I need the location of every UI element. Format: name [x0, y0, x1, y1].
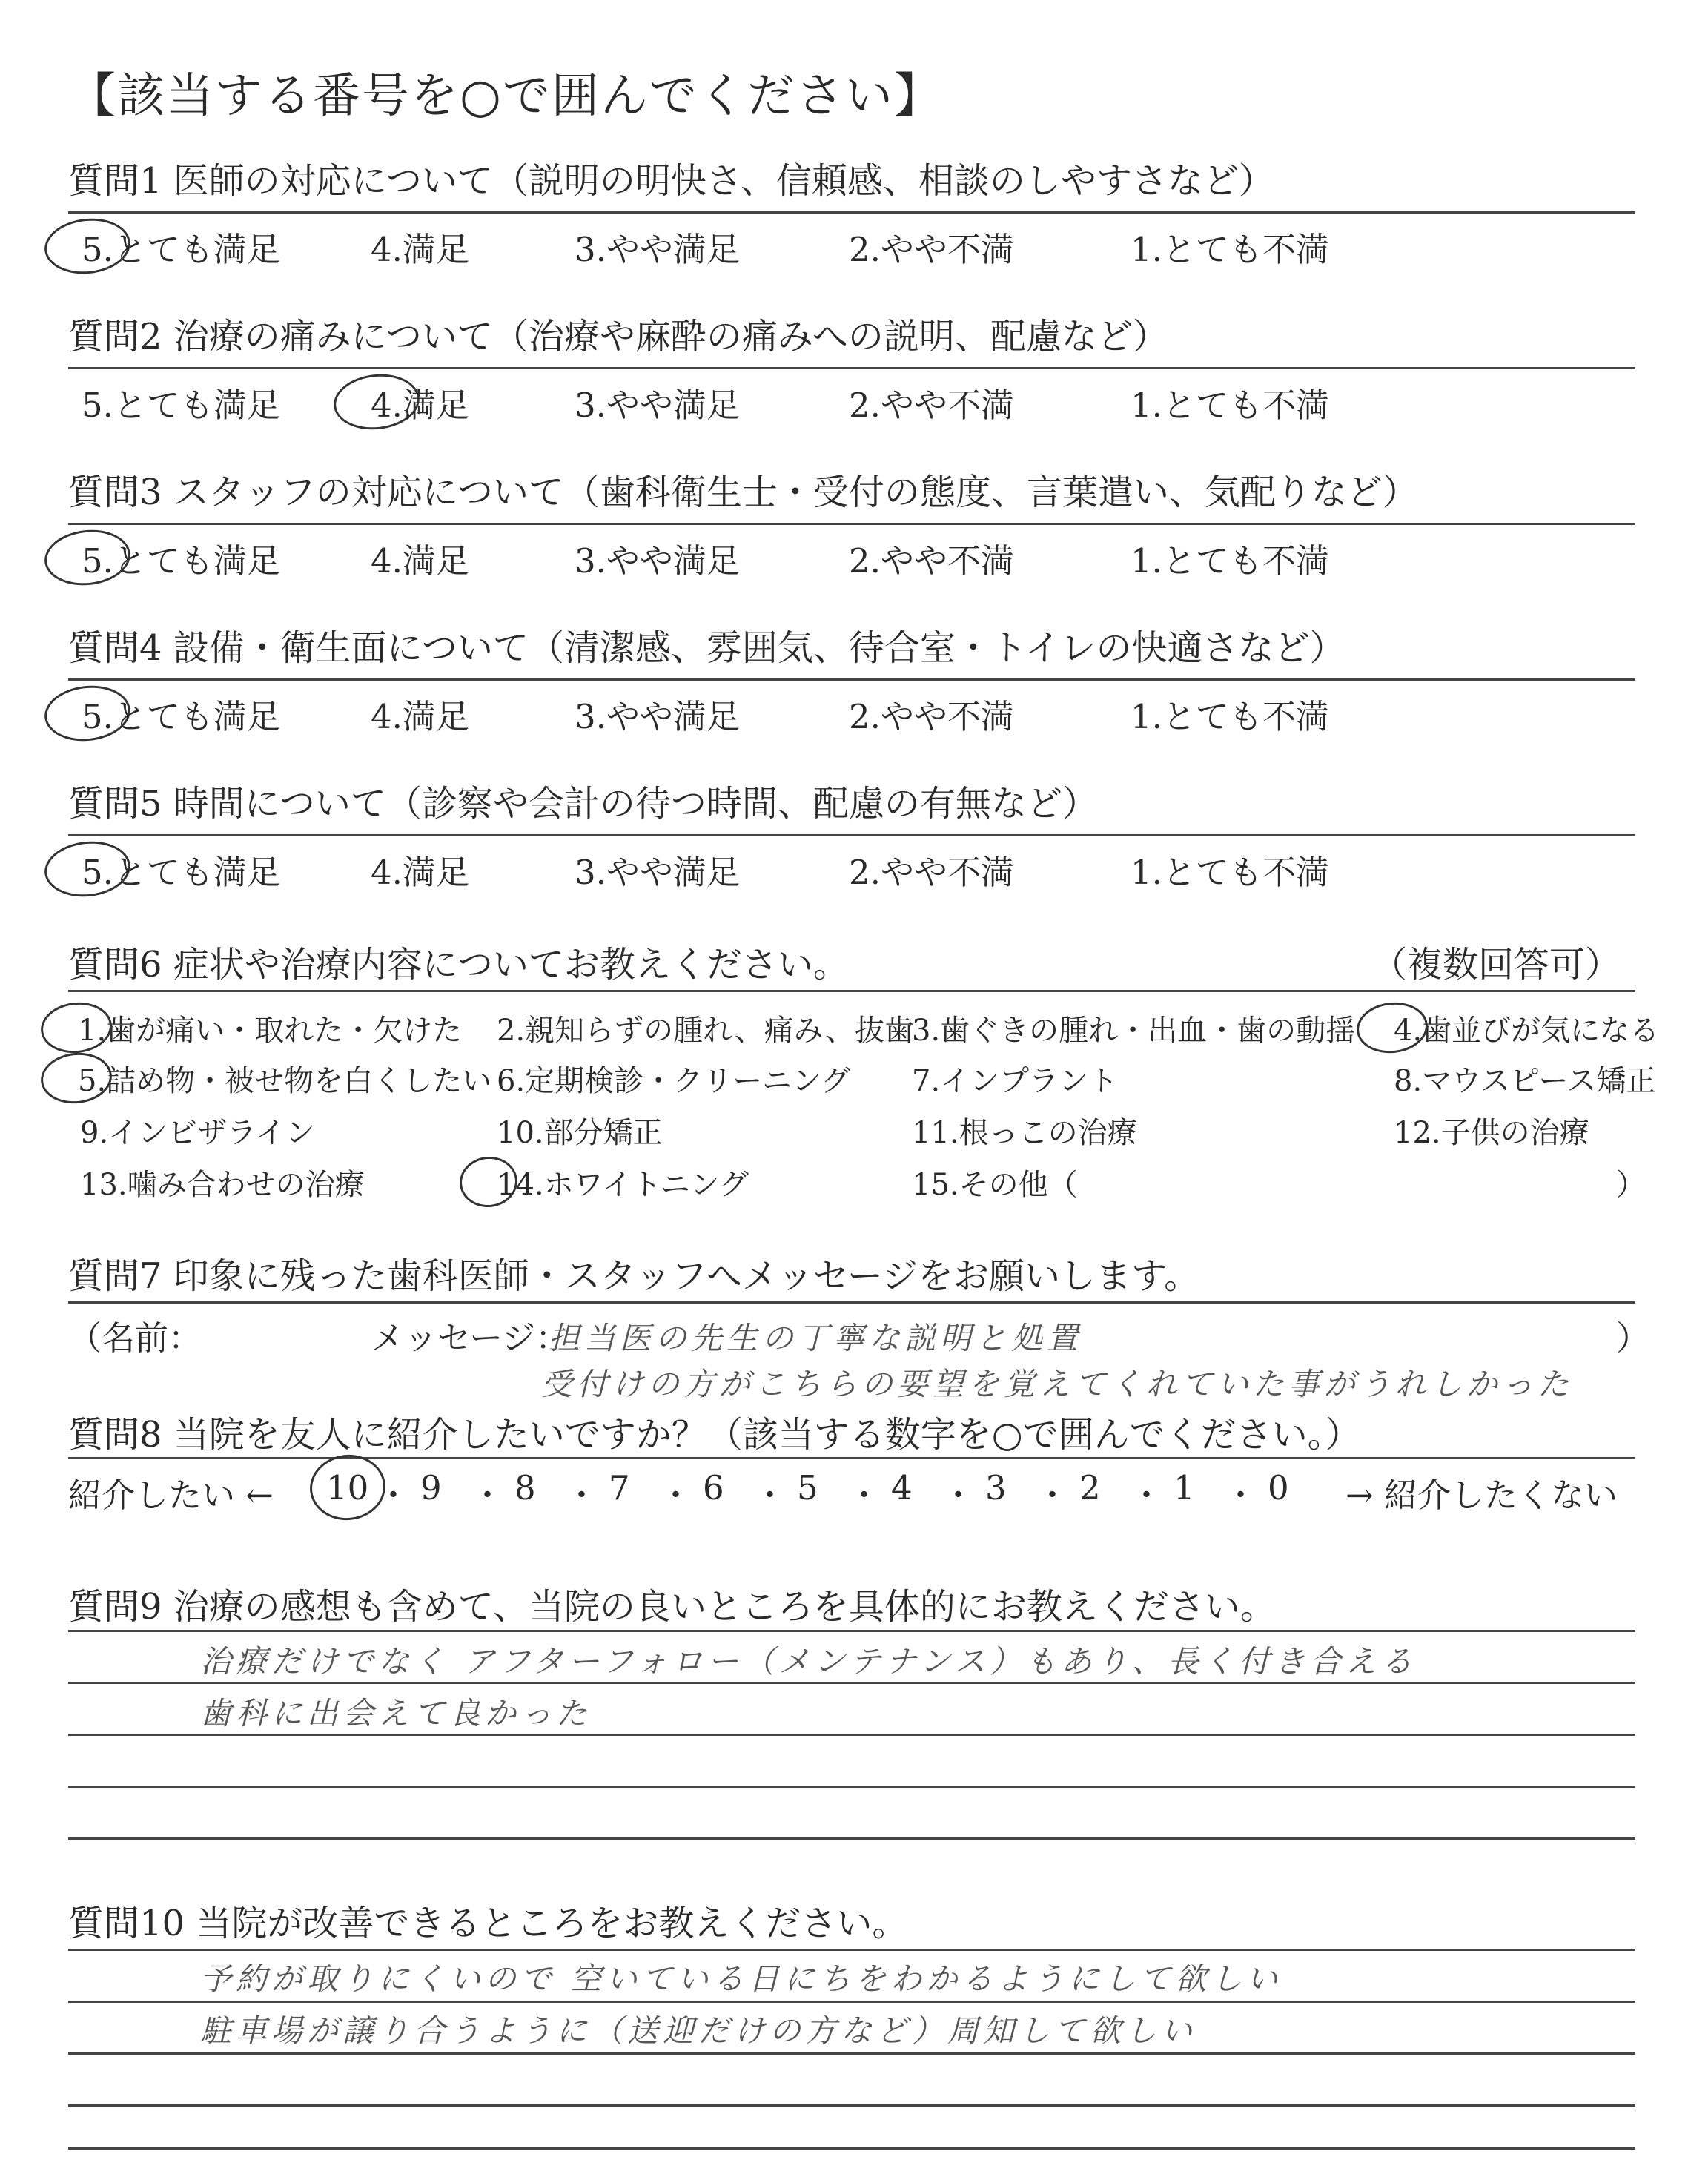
q1-option-3[interactable]: 3.やや満足	[575, 230, 740, 269]
q8-scale-8[interactable]: 8	[514, 1468, 536, 1507]
q10-title: 質問10 当院が改善できるところをお教えください。	[68, 1903, 908, 1944]
q10-rule-5	[68, 2147, 1635, 2150]
q7-close-paren: ）	[1616, 1318, 1650, 1358]
q4-title: 質問4 設備・衛生面について（清潔感、雰囲気、待合室・トイレの快適さなど）	[68, 627, 1345, 669]
q6-option-14[interactable]: 14.ホワイトニング	[497, 1168, 749, 1202]
q10-answer-line-2: 駐車場が譲り合うように（送迎だけの方など）周知して欲しい	[200, 2012, 1197, 2049]
q8-title: 質問8 当院を友人に紹介したいですか？（該当する数字を○で囲んでください。）	[68, 1414, 1361, 1456]
q6-option-4[interactable]: 4.歯並びが気になる	[1394, 1014, 1660, 1048]
q8-scale-5[interactable]: 5	[797, 1468, 818, 1507]
q9-rule-1	[68, 1630, 1635, 1632]
q6-option-6[interactable]: 6.定期検診・クリーニング	[497, 1064, 851, 1098]
q8-scale-separator: ・	[471, 1476, 505, 1515]
q6-option-16: ）	[1616, 1168, 1646, 1202]
q4-option-2[interactable]: 2.やや不満	[849, 697, 1014, 736]
q1-option-4[interactable]: 4.満足	[371, 230, 469, 269]
q8-scale-2[interactable]: 2	[1079, 1468, 1101, 1507]
q5-option-1[interactable]: 1.とても不満	[1131, 853, 1329, 892]
q7-message-label: メッセージ：	[371, 1318, 569, 1358]
q10-answer-line-1: 予約が取りにくいので 空いている日にちをわかるようにして欲しい	[200, 1961, 1282, 1997]
q6-option-2[interactable]: 2.親知らずの腫れ、痛み、抜歯	[497, 1014, 914, 1048]
q8-scale-6[interactable]: 6	[703, 1468, 724, 1507]
q5-option-4[interactable]: 4.満足	[371, 853, 469, 892]
q9-rule-4	[68, 1786, 1635, 1788]
q2-option-4[interactable]: 4.満足	[371, 386, 469, 425]
q3-option-3[interactable]: 3.やや満足	[575, 541, 740, 581]
q8-scale-9[interactable]: 9	[420, 1468, 442, 1507]
q8-scale-separator: ・	[1130, 1476, 1164, 1515]
q8-right-label: → 紹介したくない	[1345, 1476, 1618, 1515]
q9-rule-2	[68, 1682, 1635, 1684]
q8-scale-separator: ・	[377, 1476, 411, 1515]
q2-rule	[68, 367, 1635, 369]
q5-option-5[interactable]: 5.とても満足	[82, 853, 280, 892]
q4-option-4[interactable]: 4.満足	[371, 697, 469, 736]
q6-option-12[interactable]: 12.子供の治療	[1394, 1116, 1589, 1150]
q6-option-11[interactable]: 11.根っこの治療	[912, 1116, 1137, 1150]
q10-rule-1	[68, 1949, 1635, 1951]
form-heading: 【該当する番号を○で囲んでください】	[68, 69, 943, 124]
q7-name-label: （名前：	[68, 1318, 202, 1358]
q4-option-1[interactable]: 1.とても不満	[1131, 697, 1329, 736]
q9-answer-line-1: 治療だけでなく アフターフォロー（メンテナンス）もあり、長く付き合える	[200, 1643, 1417, 1680]
q5-option-2[interactable]: 2.やや不満	[849, 853, 1014, 892]
q8-scale-4[interactable]: 4	[891, 1468, 913, 1507]
q8-left-label: 紹介したい ←	[68, 1476, 274, 1515]
q8-scale-separator: ・	[1036, 1476, 1070, 1515]
q6-title: 質問6 症状や治療内容についてお教えください。	[68, 944, 849, 985]
q4-rule	[68, 678, 1635, 681]
q5-rule	[68, 834, 1635, 836]
q8-scale-separator: ・	[1224, 1476, 1258, 1515]
q6-option-7[interactable]: 7.インプラント	[912, 1064, 1119, 1098]
q6-option-3[interactable]: 3.歯ぐきの腫れ・出血・歯の動揺	[912, 1014, 1356, 1048]
q1-option-5[interactable]: 5.とても満足	[82, 230, 280, 269]
q1-title: 質問1 医師の対応について（説明の明快さ、信頼感、相談のしやすさなど）	[68, 160, 1274, 202]
q1-option-2[interactable]: 2.やや不満	[849, 230, 1014, 269]
q7-title: 質問7 印象に残った歯科医師・スタッフへメッセージをお願いします。	[68, 1255, 1200, 1297]
q10-rule-3	[68, 2052, 1635, 2055]
q6-rule	[68, 990, 1635, 992]
q3-option-5[interactable]: 5.とても満足	[82, 541, 280, 581]
q7-message-line-1: 担当医の先生の丁寧な説明と処置	[549, 1320, 1083, 1356]
q9-rule-3	[68, 1734, 1635, 1736]
q10-rule-4	[68, 2104, 1635, 2107]
q2-option-1[interactable]: 1.とても不満	[1131, 386, 1329, 425]
q2-option-2[interactable]: 2.やや不満	[849, 386, 1014, 425]
q6-option-8[interactable]: 8.マウスピース矯正	[1394, 1064, 1656, 1098]
q8-scale-separator: ・	[753, 1476, 787, 1515]
q4-option-3[interactable]: 3.やや満足	[575, 697, 740, 736]
q8-scale-7[interactable]: 7	[609, 1468, 630, 1507]
q6-option-5[interactable]: 5.詰め物・被せ物を白くしたい	[78, 1064, 492, 1098]
q3-option-2[interactable]: 2.やや不満	[849, 541, 1014, 581]
q2-option-3[interactable]: 3.やや満足	[575, 386, 740, 425]
q8-rule	[68, 1457, 1635, 1459]
q9-rule-5	[68, 1837, 1635, 1840]
q1-option-1[interactable]: 1.とても不満	[1131, 230, 1329, 269]
q8-scale-1[interactable]: 1	[1174, 1468, 1195, 1507]
q8-scale-10[interactable]: 10	[326, 1468, 369, 1507]
q6-note: （複数回答可）	[1371, 944, 1621, 985]
q9-title: 質問9 治療の感想も含めて、当院の良いところを具体的にお教えください。	[68, 1586, 1276, 1628]
q7-rule	[68, 1301, 1635, 1304]
q2-title: 質問2 治療の痛みについて（治療や麻酔の痛みへの説明、配慮など）	[68, 316, 1168, 357]
q5-title: 質問5 時間について（診察や会計の待つ時間、配慮の有無など）	[68, 783, 1098, 825]
q8-scale-separator: ・	[941, 1476, 976, 1515]
q9-answer-line-2: 歯科に出会えて良かった	[200, 1695, 592, 1731]
q2-option-5[interactable]: 5.とても満足	[82, 386, 280, 425]
q7-message-line-2: 受付けの方がこちらの要望を覚えてくれていた事がうれしかった	[541, 1366, 1574, 1402]
q6-option-10[interactable]: 10.部分矯正	[497, 1116, 663, 1150]
q6-option-13[interactable]: 13.噛み合わせの治療	[80, 1168, 365, 1202]
q1-rule	[68, 211, 1635, 214]
q8-scale-separator: ・	[565, 1476, 599, 1515]
q6-option-15[interactable]: 15.その他（	[912, 1168, 1078, 1202]
q8-scale-separator: ・	[847, 1476, 881, 1515]
q3-option-4[interactable]: 4.満足	[371, 541, 469, 581]
q8-scale-3[interactable]: 3	[985, 1468, 1007, 1507]
q3-rule	[68, 523, 1635, 525]
q8-scale-separator: ・	[659, 1476, 693, 1515]
q3-title: 質問3 スタッフの対応について（歯科衛生士・受付の態度、言葉遣い、気配りなど）	[68, 472, 1418, 513]
q10-rule-2	[68, 2001, 1635, 2003]
q3-option-1[interactable]: 1.とても不満	[1131, 541, 1329, 581]
q8-scale-0[interactable]: 0	[1268, 1468, 1289, 1507]
q6-option-1[interactable]: 1.歯が痛い・取れた・欠けた	[78, 1014, 463, 1048]
q4-option-5[interactable]: 5.とても満足	[82, 697, 280, 736]
q6-option-9[interactable]: 9.インビザライン	[80, 1116, 315, 1150]
q5-option-3[interactable]: 3.やや満足	[575, 853, 740, 892]
